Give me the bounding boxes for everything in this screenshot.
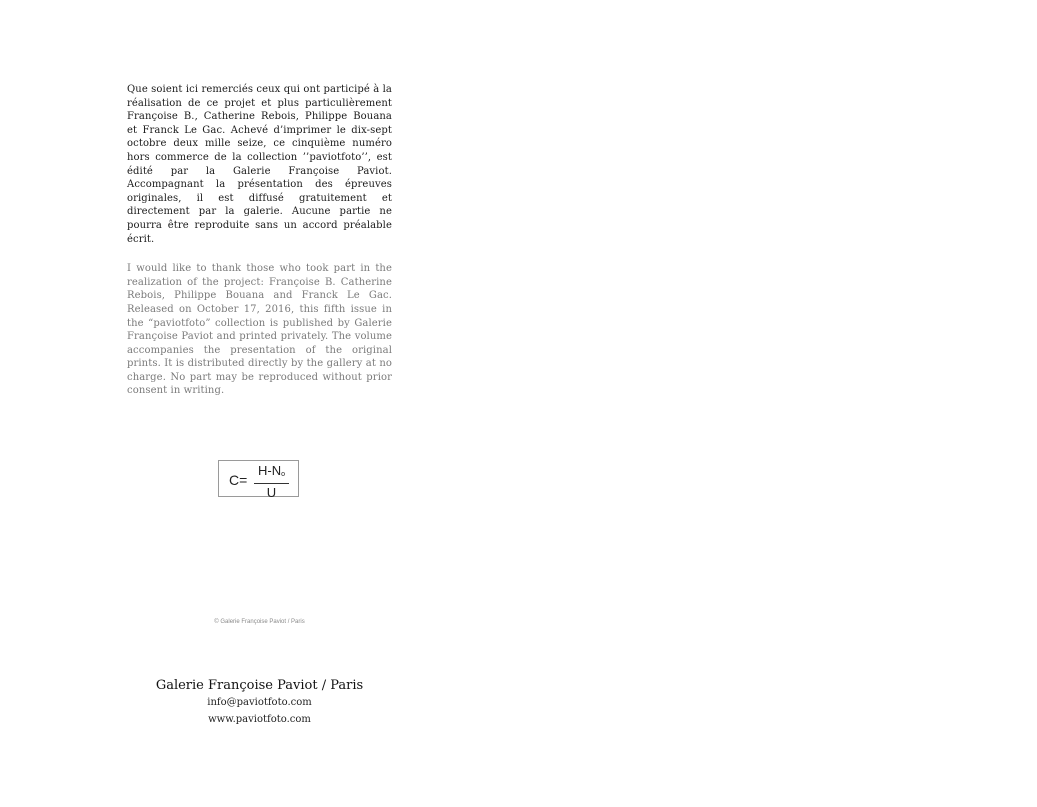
email-link[interactable]: info@paviotfoto.com <box>207 697 312 708</box>
formula-numerator-sub: o <box>281 471 285 478</box>
gallery-footer <box>127 677 392 728</box>
copyright-notice: © Galerie Françoise Paviot / Paris <box>214 619 305 625</box>
formula-denominator: U <box>266 485 277 500</box>
website-link[interactable]: www.paviotfoto.com <box>208 714 311 725</box>
formula-numerator-text: H-N <box>257 463 282 478</box>
formula-fraction <box>254 463 289 500</box>
colophon-french: Que soient ici remerciés ceux qui ont participé à la réalisation de ce projet et plus particulièrement Françoise B., Catherine Rebois, Philippe Bouana et Franck Le Gac. Achevé d’imprimer le dix-sept octobre deux mille seize, ce cinquième numéro hors commerce de la collection ’’paviotfoto’’, est édité par la Galerie Françoise Paviot. Accompagnant la présentation des épreuves originales, il est diffusé gratuitement et directement par la galerie. Aucune partie ne pourra être reproduite sans un accord préalable écrit. <box>127 84 392 245</box>
formula-numerator <box>254 463 289 482</box>
colophon-column <box>127 83 392 398</box>
formula-box <box>218 460 299 500</box>
formula-lhs: C= <box>229 472 248 488</box>
gallery-name: Galerie Françoise Paviot / Paris <box>155 678 364 693</box>
colophon-english: I would like to thank those who took part in the realization of the project: Françoise B. Catherine Rebois, Philippe Bouana and Franck Le Gac. Released on October 17, 2016, this fifth issue in the “paviotfoto” collection is published by Galerie Françoise Paviot and printed privately. The volume accompanies the presentation of the original prints. It is distributed directly by the gallery at no charge. No part may be reproduced without prior consent in writing. <box>127 263 392 397</box>
formula-fraction-bar <box>254 483 289 484</box>
